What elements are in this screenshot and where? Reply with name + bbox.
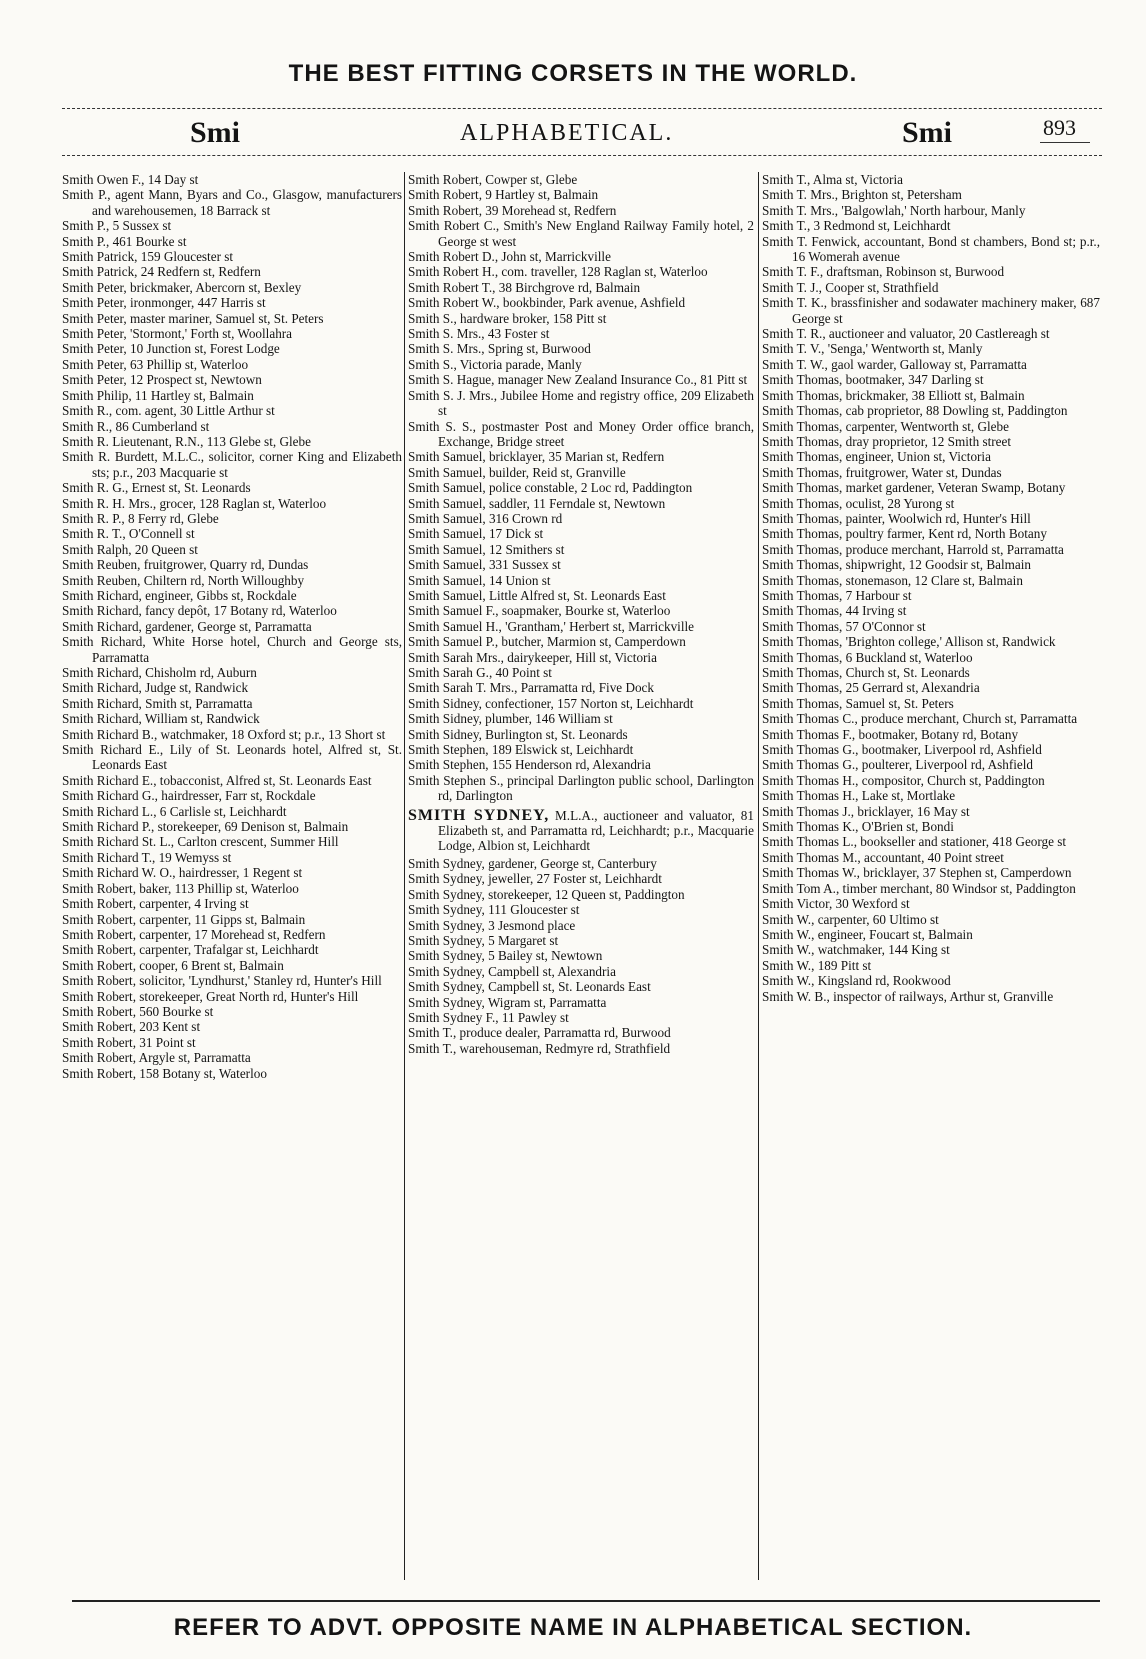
directory-entry: Smith Thomas, 7 Harbour st bbox=[762, 587, 912, 603]
directory-entry: Smith T. W., gaol warder, Galloway st, Parramatta bbox=[762, 356, 1027, 372]
directory-entry: Smith S. J. Mrs., Jubilee Home and registry office, 209 Elizabeth st bbox=[408, 387, 754, 419]
directory-entry: Smith Samuel P., butcher, Marmion st, Camperdown bbox=[408, 634, 686, 650]
directory-entry: Smith Patrick, 159 Gloucester st bbox=[62, 249, 234, 265]
directory-entry: Smith Thomas, oculist, 28 Yurong st bbox=[762, 495, 955, 511]
directory-entry: Smith Samuel, bricklayer, 35 Marian st, Redfern bbox=[408, 449, 665, 465]
directory-entry: Smith Thomas, Samuel st, St. Peters bbox=[762, 695, 954, 711]
directory-entry: Smith Samuel F., soapmaker, Bourke st, Waterloo bbox=[408, 603, 671, 619]
directory-column-2 bbox=[408, 172, 754, 1580]
footer-rule bbox=[72, 1600, 1100, 1602]
directory-entry: Smith Owen F., 14 Day st bbox=[62, 172, 199, 187]
header-right-guide-word: Smi bbox=[902, 116, 953, 149]
section-title: ALPHABETICAL. bbox=[460, 120, 674, 146]
directory-entry: Smith Thomas, shipwright, 12 Goodsir st, Balmain bbox=[762, 557, 1032, 573]
directory-entry: Smith Peter, ironmonger, 447 Harris st bbox=[62, 295, 266, 311]
directory-entry: Smith Tom A., timber merchant, 80 Windsor st, Paddington bbox=[762, 880, 1076, 896]
directory-entry: Smith Robert C., Smith's New England Railway Family hotel, 2 George st west bbox=[408, 218, 754, 249]
directory-entry: Smith T. Mrs., Brighton st, Petersham bbox=[762, 187, 962, 203]
directory-column-1 bbox=[62, 172, 402, 1580]
directory-entry: Smith Thomas G., bootmaker, Liverpool rd, Ashfield bbox=[762, 742, 1042, 758]
directory-entry: Smith S. S., postmaster Post and Money Order office branch, Exchange, Bridge street bbox=[408, 418, 754, 449]
directory-entry: Smith Thomas, brickmaker, 38 Elliott st, Balmain bbox=[762, 387, 1025, 403]
directory-entry: Smith Robert, carpenter, Trafalgar st, Leichhardt bbox=[62, 942, 319, 958]
directory-entry: Smith Sidney, confectioner, 157 Norton st, Leichhardt bbox=[408, 695, 694, 711]
directory-entry: Smith Robert, carpenter, 17 Morehead st, Redfern bbox=[62, 926, 326, 942]
directory-entry: Smith Richard, Judge st, Randwick bbox=[62, 680, 249, 696]
directory-entry: Smith Robert, Cowper st, Glebe bbox=[408, 172, 578, 187]
directory-entry: Smith Robert, 158 Botany st, Waterloo bbox=[62, 1065, 267, 1081]
directory-entry: Smith Sydney, storekeeper, 12 Queen st, Paddington bbox=[408, 886, 685, 902]
directory-entry: Smith P., 461 Bourke st bbox=[62, 233, 187, 249]
directory-entry: Smith Richard, William st, Randwick bbox=[62, 711, 260, 727]
directory-entry: Smith Thomas, 44 Irving st bbox=[762, 603, 907, 619]
directory-entry: Smith Robert, solicitor, 'Lyndhurst,' Stanley rd, Hunter's Hill bbox=[62, 973, 382, 989]
directory-entry: Smith Reuben, fruitgrower, Quarry rd, Dundas bbox=[62, 557, 309, 573]
directory-entry: Smith Robert D., John st, Marrickville bbox=[408, 249, 611, 265]
directory-entry: Smith Sydney, 111 Gloucester st bbox=[408, 902, 580, 918]
directory-entry: Smith Richard, fancy depôt, 17 Botany rd, Waterloo bbox=[62, 603, 337, 619]
directory-entry: Smith W., carpenter, 60 Ultimo st bbox=[762, 911, 939, 927]
directory-entry: Smith W. B., inspector of railways, Arthur st, Granville bbox=[762, 988, 1054, 1004]
directory-entry: Smith Robert T., 38 Birchgrove rd, Balmain bbox=[408, 279, 641, 295]
directory-entry: Smith Samuel H., 'Grantham,' Herbert st, Marrickville bbox=[408, 618, 695, 634]
directory-entry: Smith Thomas F., bootmaker, Botany rd, Botany bbox=[762, 726, 1019, 742]
directory-entry: Smith Sydney F., 11 Pawley st bbox=[408, 1009, 569, 1025]
directory-entry: Smith Thomas, dray proprietor, 12 Smith street bbox=[762, 433, 1012, 449]
directory-entry: Smith Richard E., Lily of St. Leonards hotel, Alfred st, St. Leonards East bbox=[62, 742, 402, 773]
directory-entry: Smith T., 3 Redmond st, Leichhardt bbox=[762, 218, 951, 234]
directory-entry: Smith Sydney, gardener, George st, Canterbury bbox=[408, 855, 657, 871]
directory-entry: Smith Samuel, 12 Smithers st bbox=[408, 541, 565, 557]
directory-entry: Smith Thomas G., poulterer, Liverpool rd, Ashfield bbox=[762, 757, 1033, 773]
directory-entry: Smith Thomas M., accountant, 40 Point street bbox=[762, 849, 1004, 865]
directory-entry: Smith Robert H., com. traveller, 128 Raglan st, Waterloo bbox=[408, 264, 708, 280]
directory-entry: Smith Richard, Chisholm rd, Auburn bbox=[62, 665, 257, 680]
directory-entry: Smith Sarah Mrs., dairykeeper, Hill st, Victoria bbox=[408, 649, 657, 665]
directory-entry: Smith T., warehouseman, Redmyre rd, Strathfield bbox=[408, 1040, 671, 1056]
directory-entry: Smith Thomas, stonemason, 12 Clare st, Balmain bbox=[762, 572, 1023, 588]
directory-entry: Smith W., 189 Pitt st bbox=[762, 957, 872, 973]
directory-entry: Smith Richard T., 19 Wemyss st bbox=[62, 849, 232, 865]
directory-entry: Smith S. Mrs., 43 Foster st bbox=[408, 326, 550, 342]
column-divider-1 bbox=[404, 172, 405, 1580]
directory-entry: Smith Sydney, 3 Jesmond place bbox=[408, 917, 576, 933]
directory-entry: Smith Thomas L., bookseller and stationer, 418 George st bbox=[762, 834, 1067, 850]
directory-entry: Smith Sidney, plumber, 146 William st bbox=[408, 711, 613, 727]
directory-entry: Smith Thomas H., compositor, Church st, Paddington bbox=[762, 772, 1045, 788]
directory-entry: Smith Thomas, Church st, St. Leonards bbox=[762, 665, 970, 680]
directory-entry: Smith Robert W., bookbinder, Park avenue, Ashfield bbox=[408, 295, 686, 311]
directory-column-3 bbox=[762, 172, 1100, 1580]
directory-entry: Smith Robert, baker, 113 Phillip st, Waterloo bbox=[62, 880, 299, 896]
directory-entry: Smith W., engineer, Foucart st, Balmain bbox=[762, 926, 973, 942]
directory-entry: Smith Sydney, 5 Bailey st, Newtown bbox=[408, 948, 603, 964]
directory-entry: Smith Peter, 12 Prospect st, Newtown bbox=[62, 372, 262, 388]
directory-entry: Smith Sydney, Campbell st, Alexandria bbox=[408, 963, 616, 979]
directory-entry: Smith Samuel, 17 Dick st bbox=[408, 526, 544, 542]
directory-entry: Smith Thomas J., bricklayer, 16 May st bbox=[762, 803, 970, 819]
directory-entry: Smith T. J., Cooper st, Strathfield bbox=[762, 279, 939, 295]
directory-entry: Smith Thomas, fruitgrower, Water st, Dundas bbox=[762, 464, 1002, 480]
directory-entry: Smith Richard, Smith st, Parramatta bbox=[62, 695, 253, 711]
directory-entry: Smith R. T., O'Connell st bbox=[62, 526, 195, 542]
directory-entry: Smith Sydney, Campbell st, St. Leonards East bbox=[408, 979, 651, 995]
header-left-guide-word: Smi bbox=[190, 116, 241, 149]
directory-entry: Smith Thomas, engineer, Union st, Victoria bbox=[762, 449, 991, 465]
directory-entry: Smith Robert, storekeeper, Great North rd, Hunter's Hill bbox=[62, 988, 359, 1004]
directory-entry: Smith Richard P., storekeeper, 69 Denison st, Balmain bbox=[62, 819, 349, 835]
directory-entry: Smith P., agent Mann, Byars and Co., Glasgow, manufacturers and warehousemen, 18 Barrack st bbox=[62, 187, 402, 218]
directory-entry: Smith T., Alma st, Victoria bbox=[762, 172, 903, 187]
directory-entry: Smith R., com. agent, 30 Little Arthur st bbox=[62, 403, 275, 419]
directory-entry-featured bbox=[408, 808, 754, 854]
directory-entry: Smith T., produce dealer, Parramatta rd, Burwood bbox=[408, 1025, 671, 1041]
directory-entry: Smith P., 5 Sussex st bbox=[62, 218, 172, 234]
directory-entry: Smith Richard G., hairdresser, Farr st, Rockdale bbox=[62, 788, 316, 804]
directory-entry: Smith Richard St. L., Carlton crescent, Summer Hill bbox=[62, 834, 339, 850]
directory-entry: Smith Thomas, 'Brighton college,' Allison st, Randwick bbox=[762, 634, 1056, 650]
directory-entry: Smith Sarah G., 40 Point st bbox=[408, 665, 552, 680]
directory-entry: Smith Thomas, bootmaker, 347 Darling st bbox=[762, 372, 984, 388]
directory-entry: Smith Sidney, Burlington st, St. Leonards bbox=[408, 726, 628, 742]
directory-entry: Smith T. Mrs., 'Balgowlah,' North harbour, Manly bbox=[762, 202, 1026, 218]
directory-entry: Smith Reuben, Chiltern rd, North Willoughby bbox=[62, 572, 305, 588]
directory-entry: Smith Samuel, police constable, 2 Loc rd, Paddington bbox=[408, 480, 693, 496]
directory-entry: Smith Samuel, saddler, 11 Ferndale st, Newtown bbox=[408, 495, 666, 511]
directory-entry: Smith Samuel, 316 Crown rd bbox=[408, 510, 563, 526]
directory-entry: Smith T. R., auctioneer and valuator, 20 Castlereagh st bbox=[762, 326, 1050, 342]
directory-entry: Smith Thomas, carpenter, Wentworth st, Glebe bbox=[762, 418, 1009, 434]
directory-entry: Smith T. V., 'Senga,' Wentworth st, Manly bbox=[762, 341, 983, 357]
page-number-underline bbox=[1040, 142, 1090, 143]
directory-entry: Smith Richard, engineer, Gibbs st, Rockdale bbox=[62, 587, 297, 603]
directory-entry: Smith R. H. Mrs., grocer, 128 Raglan st, Waterloo bbox=[62, 495, 327, 511]
directory-entry: Smith Stephen, 155 Henderson rd, Alexandria bbox=[408, 757, 651, 773]
directory-entry: Smith W., watchmaker, 144 King st bbox=[762, 942, 950, 958]
directory-entry: Smith Samuel, 331 Sussex st bbox=[408, 557, 561, 573]
directory-entry: Smith Peter, 'Stormont,' Forth st, Woollahra bbox=[62, 326, 293, 342]
directory-entry: Smith Thomas, market gardener, Veteran Swamp, Botany bbox=[762, 480, 1066, 496]
directory-entry: Smith R. Lieutenant, R.N., 113 Glebe st, Glebe bbox=[62, 433, 311, 449]
directory-entry: Smith Sarah T. Mrs., Parramatta rd, Five Dock bbox=[408, 680, 655, 696]
directory-entry: Smith T. K., brassfinisher and sodawater machinery maker, 687 George st bbox=[762, 295, 1100, 326]
directory-entry: Smith Robert, 9 Hartley st, Balmain bbox=[408, 187, 599, 203]
featured-details: M.L.A., auctioneer and valuator, 81 Elizabeth st, and Parramatta rd, Leichhardt; p.r., Macquarie Lodge, Albion st, Leichhardt bbox=[438, 807, 754, 854]
directory-entry: Smith W., Kingsland rd, Rookwood bbox=[762, 973, 951, 989]
directory-entry: Smith Richard E., tobacconist, Alfred st, St. Leonards East bbox=[62, 772, 372, 788]
header-bottom-rule bbox=[62, 155, 1102, 156]
directory-entry: Smith S., Victoria parade, Manly bbox=[408, 356, 582, 372]
directory-entry: Smith Peter, 63 Phillip st, Waterloo bbox=[62, 356, 249, 372]
directory-entry: Smith Robert, 31 Point st bbox=[62, 1034, 196, 1050]
directory-entry: Smith Thomas, poultry farmer, Kent rd, North Botany bbox=[762, 526, 1047, 542]
directory-entry: Smith Samuel, Little Alfred st, St. Leonards East bbox=[408, 587, 666, 603]
directory-entry: Smith R. P., 8 Ferry rd, Glebe bbox=[62, 510, 219, 526]
directory-entry: Smith Sydney, 5 Margaret st bbox=[408, 932, 559, 948]
directory-entry: Smith Richard, gardener, George st, Parramatta bbox=[62, 618, 312, 634]
directory-entry: Smith T. Fenwick, accountant, Bond st chambers, Bond st; p.r., 16 Womerah avenue bbox=[762, 233, 1100, 265]
directory-entry: Smith Robert, carpenter, 11 Gipps st, Balmain bbox=[62, 911, 306, 927]
directory-entry: Smith Patrick, 24 Redfern st, Redfern bbox=[62, 264, 261, 280]
directory-entry: Smith Philip, 11 Hartley st, Balmain bbox=[62, 387, 254, 403]
directory-entry: Smith Stephen S., principal Darlington public school, Darlington rd, Darlington bbox=[408, 772, 754, 804]
page-number: 893 bbox=[1043, 115, 1076, 140]
directory-entry: Smith Samuel, 14 Union st bbox=[408, 572, 551, 588]
directory-entry: Smith Sydney, Wigram st, Parramatta bbox=[408, 994, 607, 1010]
directory-entry: Smith Robert, 39 Morehead st, Redfern bbox=[408, 202, 617, 218]
directory-entry: Smith Thomas C., produce merchant, Church st, Parramatta bbox=[762, 711, 1078, 727]
advertising-banner: THE BEST FITTING CORSETS IN THE WORLD. bbox=[288, 60, 858, 87]
directory-entry: Smith Peter, brickmaker, Abercorn st, Bexley bbox=[62, 279, 302, 295]
directory-entry: Smith Robert, 560 Bourke st bbox=[62, 1003, 214, 1019]
directory-entry: Smith Thomas K., O'Brien st, Bondi bbox=[762, 819, 954, 835]
directory-entry: Smith Stephen, 189 Elswick st, Leichhardt bbox=[408, 742, 634, 758]
directory-entry: Smith Thomas, cab proprietor, 88 Dowling st, Paddington bbox=[762, 403, 1068, 419]
directory-entry: Smith S. Mrs., Spring st, Burwood bbox=[408, 341, 591, 357]
directory-entry: Smith R. Burdett, M.L.C., solicitor, corner King and Elizabeth sts; p.r., 203 Macquarie st bbox=[62, 449, 402, 480]
header-top-rule bbox=[62, 108, 1102, 109]
directory-entry: Smith S., hardware broker, 158 Pitt st bbox=[408, 310, 607, 326]
directory-entry: Smith Peter, 10 Junction st, Forest Lodge bbox=[62, 341, 280, 357]
directory-entry: Smith Thomas, 6 Buckland st, Waterloo bbox=[762, 649, 973, 665]
directory-entry: Smith R. G., Ernest st, St. Leonards bbox=[62, 480, 251, 496]
directory-entry: Smith Robert, cooper, 6 Brent st, Balmain bbox=[62, 957, 284, 973]
directory-entry: Smith S. Hague, manager New Zealand Insurance Co., 81 Pitt st bbox=[408, 372, 748, 388]
directory-entry: Smith Richard L., 6 Carlisle st, Leichhardt bbox=[62, 803, 287, 819]
directory-entry: Smith R., 86 Cumberland st bbox=[62, 418, 210, 434]
directory-entry: Smith Richard B., watchmaker, 18 Oxford st; p.r., 13 Short st bbox=[62, 726, 386, 742]
directory-entry: Smith Thomas, 25 Gerrard st, Alexandria bbox=[762, 680, 980, 696]
directory-entry: Smith Thomas, 57 O'Connor st bbox=[762, 618, 926, 634]
footer-notice: REFER TO ADVT. OPPOSITE NAME IN ALPHABETICAL SECTION. bbox=[173, 1614, 973, 1641]
directory-entry: Smith Robert, carpenter, 4 Irving st bbox=[62, 896, 249, 912]
directory-entry: Smith T. F., draftsman, Robinson st, Burwood bbox=[762, 264, 1005, 280]
directory-entry: Smith Robert, 203 Kent st bbox=[62, 1019, 201, 1035]
directory-entry: Smith Victor, 30 Wexford st bbox=[762, 896, 910, 912]
directory-entry: Smith Ralph, 20 Queen st bbox=[62, 541, 198, 557]
directory-entry: Smith Thomas, painter, Woolwich rd, Hunter's Hill bbox=[762, 510, 1031, 526]
directory-entry: Smith Robert, Argyle st, Parramatta bbox=[62, 1050, 251, 1066]
directory-entry: Smith Peter, master mariner, Samuel st, St. Peters bbox=[62, 310, 324, 326]
directory-entry: Smith Richard W. O., hairdresser, 1 Regent st bbox=[62, 865, 303, 881]
directory-entry: Smith Sydney, jeweller, 27 Foster st, Leichhardt bbox=[408, 871, 662, 887]
directory-entry: Smith Thomas W., bricklayer, 37 Stephen st, Camperdown bbox=[762, 865, 1072, 881]
column-divider-2 bbox=[758, 172, 759, 1580]
directory-entry: Smith Thomas H., Lake st, Mortlake bbox=[762, 788, 956, 804]
directory-entry: Smith Samuel, builder, Reid st, Granville bbox=[408, 464, 626, 480]
featured-name: SMITH SYDNEY, bbox=[408, 806, 550, 824]
directory-entry: Smith Richard, White Horse hotel, Church and George sts, Parramatta bbox=[62, 634, 402, 665]
directory-entry: Smith Thomas, produce merchant, Harrold st, Parramatta bbox=[762, 541, 1064, 557]
